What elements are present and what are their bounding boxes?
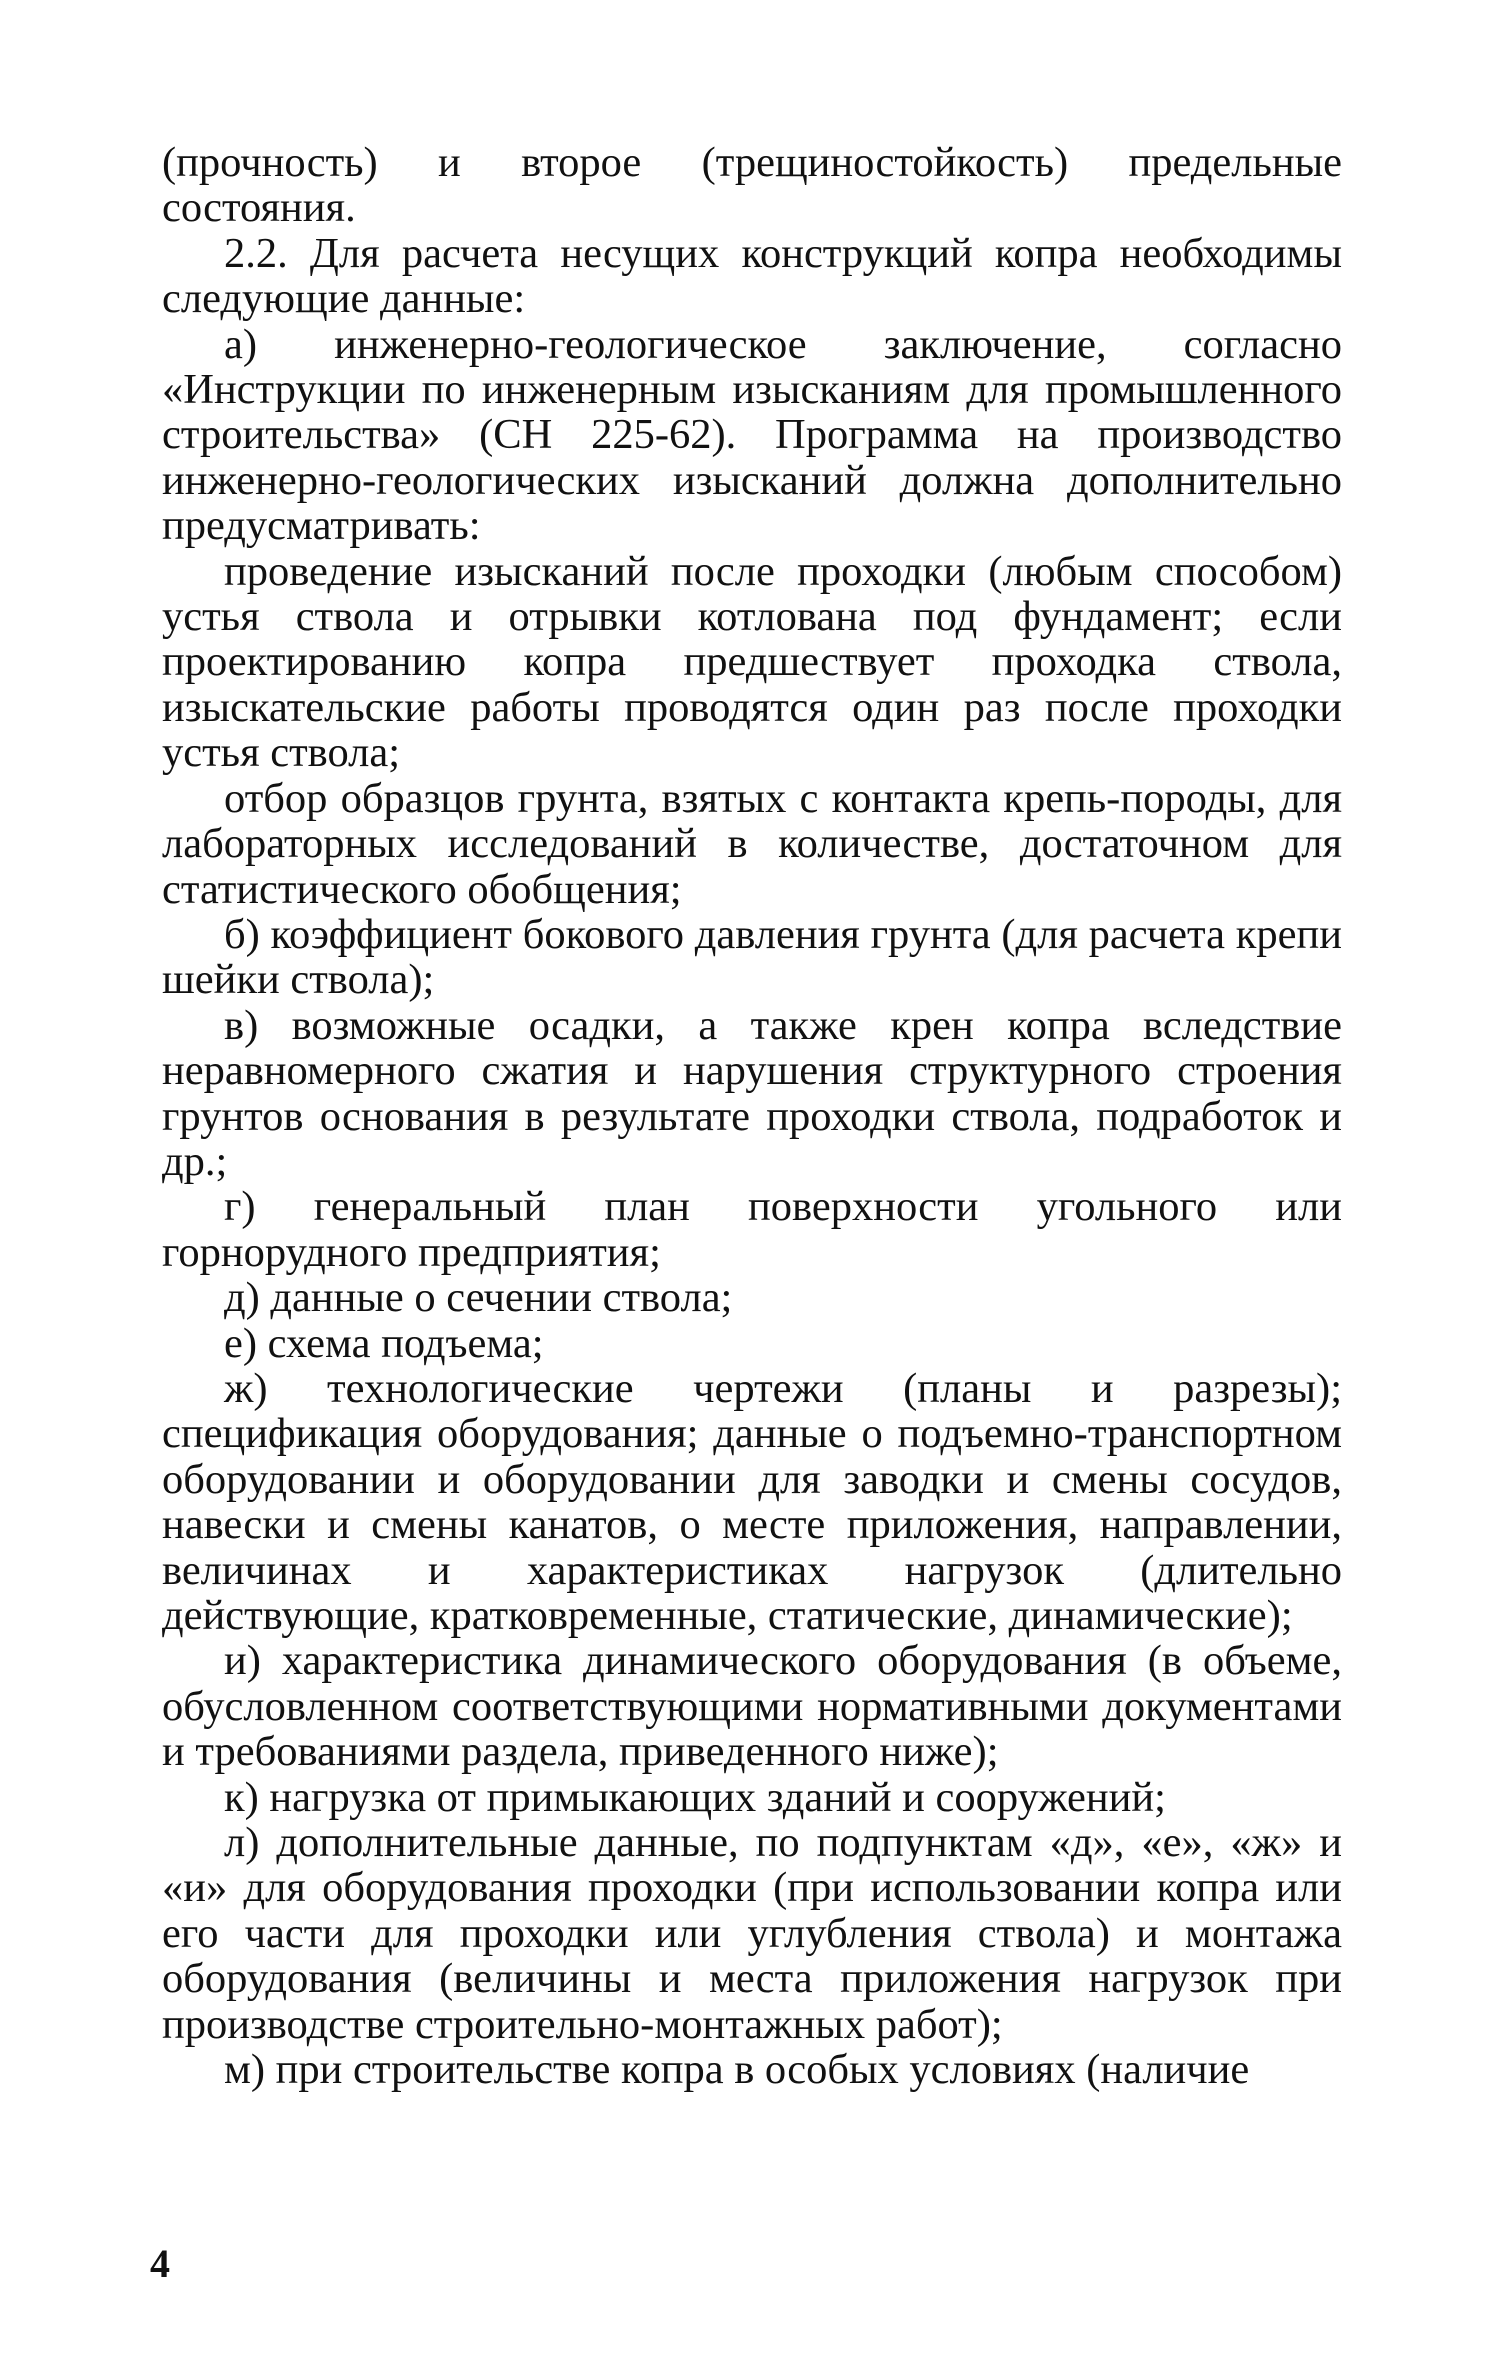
paragraph-item-b: б) коэффициент бокового давления грунта (для расчета крепи шейки ствола);: [162, 910, 1342, 1004]
paragraph-item-l: л) дополнительные данные, по подпунктам «д», «е», «ж» и «и» для оборудования проходки (при использовании копра или его части для проходки или углубления ствола) и монтажа оборудования (величины и места приложения нагрузок при производстве строительно-монтажных работ);: [162, 1819, 1342, 2048]
paragraph-item-g: г) генеральный план поверхности угольного или горнорудного предприятия;: [162, 1183, 1342, 1276]
paragraph-section-2-2: 2.2. Для расчета несущих конструкций копра необходимы следующие данные:: [162, 229, 1342, 323]
paragraph-item-a-sub-2: отбор образцов грунта, взятых с контакта крепь-породы, для лабораторных исследований в количестве, достаточном для статистического обобщения;: [162, 774, 1342, 913]
paragraph-continuation: (прочность) и второе (трещиностойкость) предельные состояния.: [162, 139, 1342, 232]
paragraph-item-e: е) схема подъема;: [224, 1319, 544, 1367]
paragraph-item-v: в) возможные осадки, а также крен копра вследствие неравномерного сжатия и нарушения структурного строения грунтов основания в результате проходки ствола, подработок и др.;: [162, 1001, 1342, 1185]
page-body: [162, 140, 1342, 2092]
paragraph-item-a: а) инженерно-геологическое заключение, согласно «Инструкции по инженерным изысканиям для промышленного строительства» (СН 225-62). Программа на производство инженерно-геологических изысканий должна дополнительно предусматривать:: [162, 320, 1342, 550]
paragraph-item-a-sub-1: проведение изысканий после проходки (любым способом) устья ствола и отрывки котлована под фундамент; если проектированию копра предшествует проходка ствола, изыскательские работы проводятся один раз после проходки устья ствола;: [162, 547, 1342, 777]
paragraph-item-m: м) при строительстве копра в особых условиях (наличие: [224, 2046, 1250, 2094]
paragraph-item-i: и) характеристика динамического оборудования (в объеме, обусловленном соответствующими нормативными документами и требованиями раздела, приведенного ниже);: [162, 1637, 1342, 1776]
paragraph-item-d: д) данные о сечении ствола;: [224, 1274, 733, 1322]
page-number: 4: [150, 2241, 170, 2286]
paragraph-item-k: к) нагрузка от примыкающих зданий и сооружений;: [224, 1773, 1166, 1821]
paragraph-item-zh: ж) технологические чертежи (планы и разрезы); спецификация оборудования; данные о подъемно-транспортном оборудовании и оборудовании для заводки и смены сосудов, навески и смены канатов, о месте приложения, направлении, величинах и характеристиках нагрузок (длительно действующие, кратковременные, статические, динамические);: [162, 1364, 1342, 1639]
